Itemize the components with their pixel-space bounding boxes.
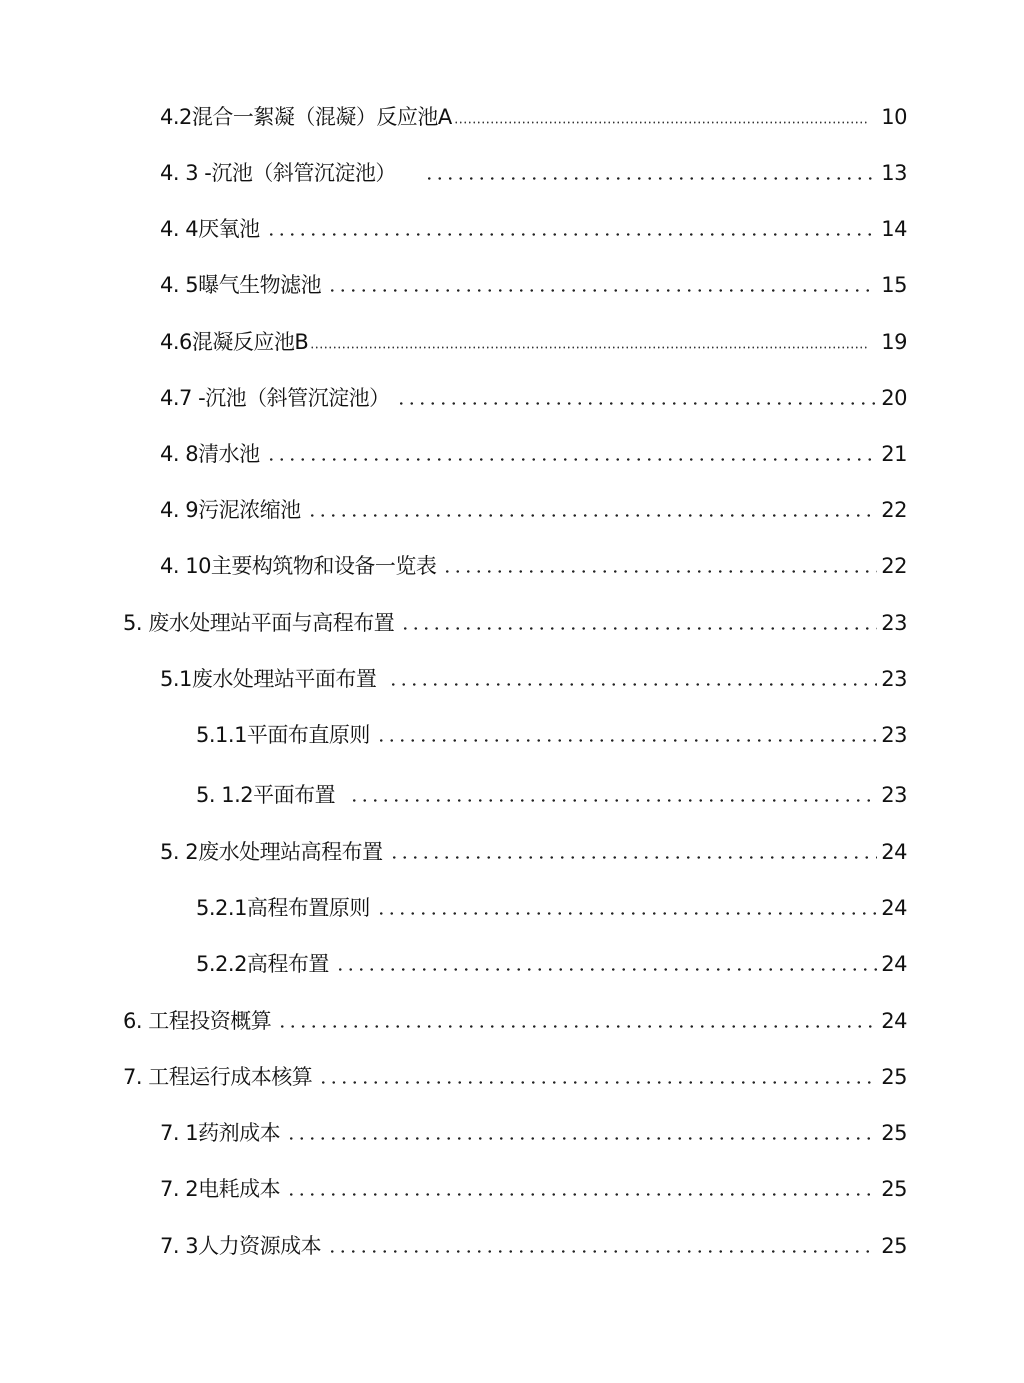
toc-entry-page: 23 xyxy=(881,667,907,691)
toc-entry[interactable] xyxy=(123,1060,907,1090)
toc-entry[interactable] xyxy=(160,1116,907,1146)
toc-entry-label: 5.1废水处理站平面布置 xyxy=(160,667,377,691)
toc-entry-page: 22 xyxy=(881,498,907,522)
toc-entry-page: 19 xyxy=(881,330,907,354)
toc-entry[interactable] xyxy=(160,662,907,692)
toc-leader-dots xyxy=(318,1081,877,1084)
toc-entry-label: 7. 1药剂成本 xyxy=(160,1121,281,1145)
toc-leader-dots xyxy=(310,346,867,349)
toc-entry-page: 22 xyxy=(881,554,907,578)
toc-leader-dots xyxy=(277,1025,877,1028)
toc-entry-label: 7. 2电耗成本 xyxy=(160,1177,281,1201)
toc-entry-label: 6. 工程投资概算 xyxy=(123,1009,272,1033)
toc-entry-page: 25 xyxy=(881,1065,907,1089)
toc-entry-page: 25 xyxy=(881,1121,907,1145)
toc-entry-label: 4. 8清水池 xyxy=(160,442,260,466)
toc-entry[interactable] xyxy=(160,156,907,186)
toc-entry[interactable] xyxy=(123,1004,907,1034)
toc-leader-dots xyxy=(335,968,877,971)
toc-entry[interactable] xyxy=(160,437,907,467)
toc-entry[interactable] xyxy=(160,1172,907,1202)
toc-leader-dots xyxy=(396,402,878,405)
toc-entry-label: 4. 10主要构筑物和设备一览表 xyxy=(160,554,437,578)
toc-entry-label: 5. 1.2平面布置 xyxy=(196,783,336,807)
toc-entry-page: 21 xyxy=(881,442,907,466)
toc-entry-page: 24 xyxy=(881,1009,907,1033)
toc-entry-label: 7. 工程运行成本核算 xyxy=(123,1065,313,1089)
toc-entry-page: 14 xyxy=(881,217,907,241)
toc-leader-dots xyxy=(349,799,877,802)
toc-entry-page: 25 xyxy=(881,1234,907,1258)
toc-entry-label: 5.2.1高程布置原则 xyxy=(196,896,370,920)
toc-entry[interactable] xyxy=(196,718,907,748)
toc-entry-label: 5. 2废水处理站高程布置 xyxy=(160,840,383,864)
toc-entry-label: 5.2.2高程布置 xyxy=(196,952,329,976)
toc-entry-label: 4.6混凝反应池B xyxy=(160,330,309,354)
toc-entry[interactable] xyxy=(196,891,907,921)
toc-entry-label: 5. 废水处理站平面与高程布置 xyxy=(123,611,395,635)
toc-entry-page: 10 xyxy=(881,105,907,129)
toc-entry-label: 4. 4厌氧池 xyxy=(160,217,260,241)
toc-leader-dots xyxy=(376,739,877,742)
toc-entry[interactable] xyxy=(160,325,907,355)
toc-entry[interactable] xyxy=(196,778,907,808)
toc-entry-label: 5.1.1平面布直原则 xyxy=(196,723,370,747)
toc-entry-label: 4. 3 -沉池（斜管沉淀池） xyxy=(160,161,396,185)
toc-entry-label: 7. 3人力资源成本 xyxy=(160,1234,322,1258)
toc-entry[interactable] xyxy=(160,549,907,579)
toc-entry-page: 23 xyxy=(881,611,907,635)
toc-entry-page: 24 xyxy=(881,896,907,920)
toc-leader-dots xyxy=(327,289,877,292)
toc-leader-dots xyxy=(286,1137,877,1140)
toc-entry-page: 13 xyxy=(881,161,907,185)
toc-entry-page: 24 xyxy=(881,952,907,976)
toc-entry[interactable] xyxy=(160,1229,907,1259)
toc-entry[interactable] xyxy=(160,381,907,411)
toc-entry[interactable] xyxy=(160,835,907,865)
toc-leader-dots xyxy=(442,570,877,573)
toc-entry[interactable] xyxy=(160,212,907,242)
toc-leader-dots xyxy=(388,683,877,686)
toc-leader-dots xyxy=(400,627,877,630)
toc-leader-dots xyxy=(266,458,878,461)
toc-leader-dots xyxy=(389,856,878,859)
toc-entry-page: 25 xyxy=(881,1177,907,1201)
toc-entry-page: 23 xyxy=(881,783,907,807)
toc-leader-dots xyxy=(266,233,878,236)
toc-leader-dots xyxy=(454,121,868,124)
toc-leader-dots xyxy=(307,514,878,517)
toc-entry-label: 4. 5曝气生物滤池 xyxy=(160,273,322,297)
toc-entry[interactable] xyxy=(160,493,907,523)
toc-entry[interactable] xyxy=(160,268,907,298)
toc-leader-dots xyxy=(286,1193,877,1196)
toc-entry[interactable] xyxy=(196,947,907,977)
toc-entry-label: 4.2混合一絮凝（混凝）反应池A xyxy=(160,105,452,129)
toc-entry[interactable] xyxy=(123,606,907,636)
toc-entry-label: 4.7 -沉池（斜管沉淀池） xyxy=(160,386,390,410)
toc-entry-page: 23 xyxy=(881,723,907,747)
toc-entry-page: 20 xyxy=(881,386,907,410)
toc-leader-dots xyxy=(327,1250,877,1253)
toc-entry[interactable] xyxy=(160,100,907,130)
toc-entry-page: 24 xyxy=(881,840,907,864)
toc-entry-page: 15 xyxy=(881,273,907,297)
toc-entry-label: 4. 9污泥浓缩池 xyxy=(160,498,301,522)
toc-leader-dots xyxy=(424,177,877,180)
toc-leader-dots xyxy=(376,912,877,915)
